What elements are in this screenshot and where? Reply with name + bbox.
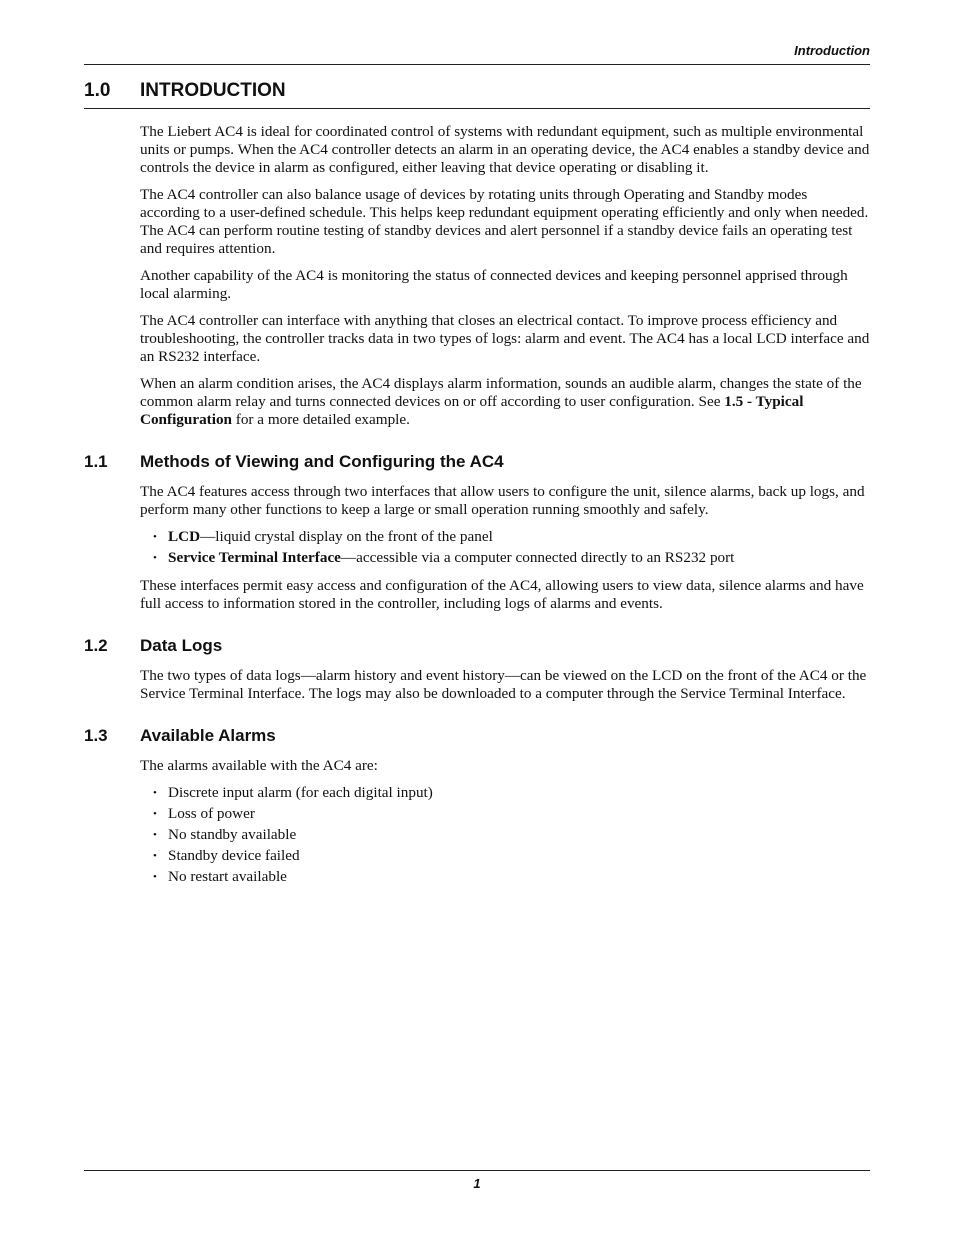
chapter-title-rest: NTRODUCTION — [145, 80, 286, 101]
chapter-number: 1.0 — [84, 80, 111, 101]
chapter-heading — [84, 78, 286, 104]
bullet-icon: • — [153, 531, 157, 543]
list-item — [140, 805, 870, 823]
page-number: 1 — [473, 1176, 481, 1191]
chapter-rule — [84, 108, 870, 109]
list-item-term: Service Terminal Interface — [168, 549, 341, 566]
list-item — [140, 826, 870, 844]
section-heading-1-1 — [84, 451, 870, 473]
bullet-icon: • — [153, 871, 157, 883]
intro-paragraph-5-tail: for a more detailed example. — [231, 411, 410, 428]
alarm-name: Standby device failed — [168, 847, 300, 864]
alarm-name: Discrete input alarm (for each digital input) — [168, 784, 433, 801]
alarm-list — [140, 784, 870, 886]
section-title: Available Alarms — [140, 726, 276, 745]
header-rule — [84, 64, 870, 65]
section-1-1-outro: These interfaces permit easy access and configuration of the AC4, allowing users to view data, silence alarms and have full access to information stored in the controller, including logs of alarms and events. — [140, 577, 864, 612]
section-heading-1-3 — [84, 725, 870, 747]
section-title: Methods of Viewing and Configuring the AC4 — [140, 452, 504, 471]
running-header: Introduction — [794, 43, 870, 58]
bullet-icon: • — [153, 829, 157, 841]
list-item — [140, 549, 870, 567]
section-heading-1-2 — [84, 635, 870, 657]
list-item — [140, 847, 870, 865]
list-item-term: LCD — [168, 528, 201, 545]
intro-paragraph-4: The AC4 controller can interface with anything that closes an electrical contact. To improve process efficiency and troubleshooting, the controller tracks data in two types of logs: alarm and event. The AC4 has a local LCD interface and an RS232 interface. — [140, 312, 870, 365]
section-1-2-body: The two types of data logs—alarm history and event history—can be viewed on the LCD on the front of the AC4 or the Service Terminal Interface. The logs may also be downloaded to a computer through the Service Terminal Interface. — [140, 667, 867, 702]
interface-list — [140, 528, 870, 567]
intro-paragraph-5-text: When an alarm condition arises, the AC4 displays alarm information, sounds an audible alarm, changes the state of the common alarm relay and turns connected devices on or off according to user configuration. See — [140, 375, 862, 410]
alarm-name: No restart available — [168, 868, 287, 885]
section-number: 1.1 — [84, 452, 108, 471]
bullet-icon: • — [153, 552, 157, 564]
section-1-3-intro: The alarms available with the AC4 are: — [140, 757, 378, 774]
alarm-name: No standby available — [168, 826, 297, 843]
cross-reference-link[interactable]: 1.5 - Typical Configuration — [140, 393, 804, 428]
footer-rule — [84, 1170, 870, 1171]
list-item — [140, 528, 870, 546]
intro-paragraph-2: The AC4 controller can also balance usage of devices by rotating units through Operating and Standby modes according to a user-defined schedule. This helps keep redundant equipment operating efficiently and only when needed. The AC4 can perform routine testing of standby devices and alert personnel if a standby device fails an operating test and requires attention. — [140, 186, 869, 257]
section-number: 1.3 — [84, 726, 108, 745]
bullet-icon: • — [153, 808, 157, 820]
main-content — [84, 123, 870, 896]
intro-paragraph-5 — [140, 375, 870, 429]
section-number: 1.2 — [84, 636, 108, 655]
list-item — [140, 784, 870, 802]
bullet-icon: • — [153, 787, 157, 799]
section-1-1-intro: The AC4 features access through two interfaces that allow users to configure the unit, silence alarms, back up logs, and perform many other functions to keep a large or small operation running smoothly and safely. — [140, 483, 865, 518]
alarm-name: Loss of power — [168, 805, 255, 822]
intro-paragraph-1: The Liebert AC4 is ideal for coordinated control of systems with redundant equipment, such as multiple environmental units or pumps. When the AC4 controller detects an alarm in an operating device, the AC4 enables a standby device and controls the device in alarm as configured, either leaving that device operating or disabling it. — [140, 123, 870, 176]
list-item-desc: —liquid crystal display on the front of the panel — [200, 528, 493, 545]
list-item-desc: —accessible via a computer connected directly to an RS232 port — [340, 549, 735, 566]
bullet-icon: • — [153, 850, 157, 862]
chapter-title-initial: I — [140, 80, 146, 101]
section-title: Data Logs — [140, 636, 223, 655]
list-item — [140, 868, 870, 886]
intro-paragraph-3: Another capability of the AC4 is monitoring the status of connected devices and keeping personnel apprised through local alarming. — [140, 267, 848, 302]
